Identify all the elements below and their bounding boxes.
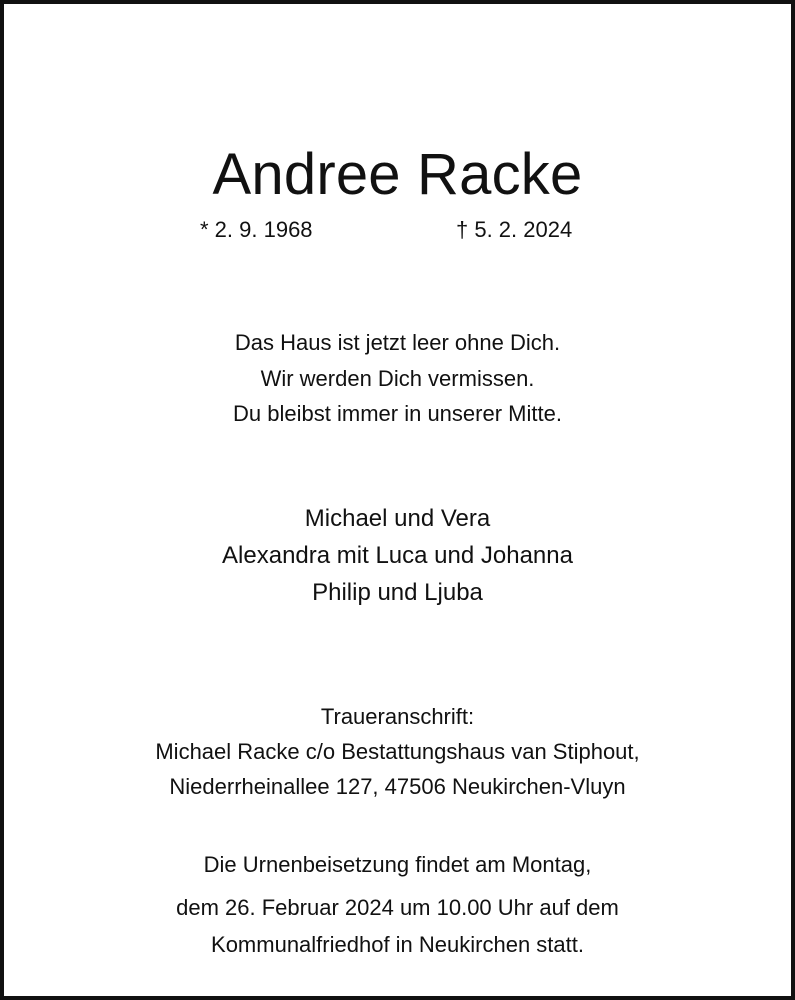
burial-line-1: Die Urnenbeisetzung findet am Montag, [203, 852, 592, 877]
death-date: † 5. 2. 2024 [456, 217, 573, 242]
family-line-1: Michael und Vera [304, 505, 491, 532]
address-line-2: Niederrheinallee 127, 47506 Neukirchen-Vluyn [169, 774, 626, 799]
address-heading: Traueranschrift: [320, 704, 475, 729]
verse-line-3: Du bleibst immer in unserer Mitte. [233, 401, 562, 426]
birth-date: * 2. 9. 1968 [200, 217, 313, 242]
deceased-name: Andree Racke [212, 142, 583, 207]
family-line-2: Alexandra mit Luca und Johanna [222, 542, 573, 569]
verse-line-2: Wir werden Dich vermissen. [260, 366, 535, 391]
burial-line-3: Kommunalfriedhof in Neukirchen statt. [211, 932, 584, 957]
address-line-1: Michael Racke c/o Bestattungshaus van Stiphout, [155, 739, 640, 764]
family-line-3: Philip und Ljuba [312, 579, 483, 606]
verse-line-1: Das Haus ist jetzt leer ohne Dich. [234, 330, 561, 355]
burial-line-2: dem 26. Februar 2024 um 10.00 Uhr auf dem [176, 895, 619, 920]
